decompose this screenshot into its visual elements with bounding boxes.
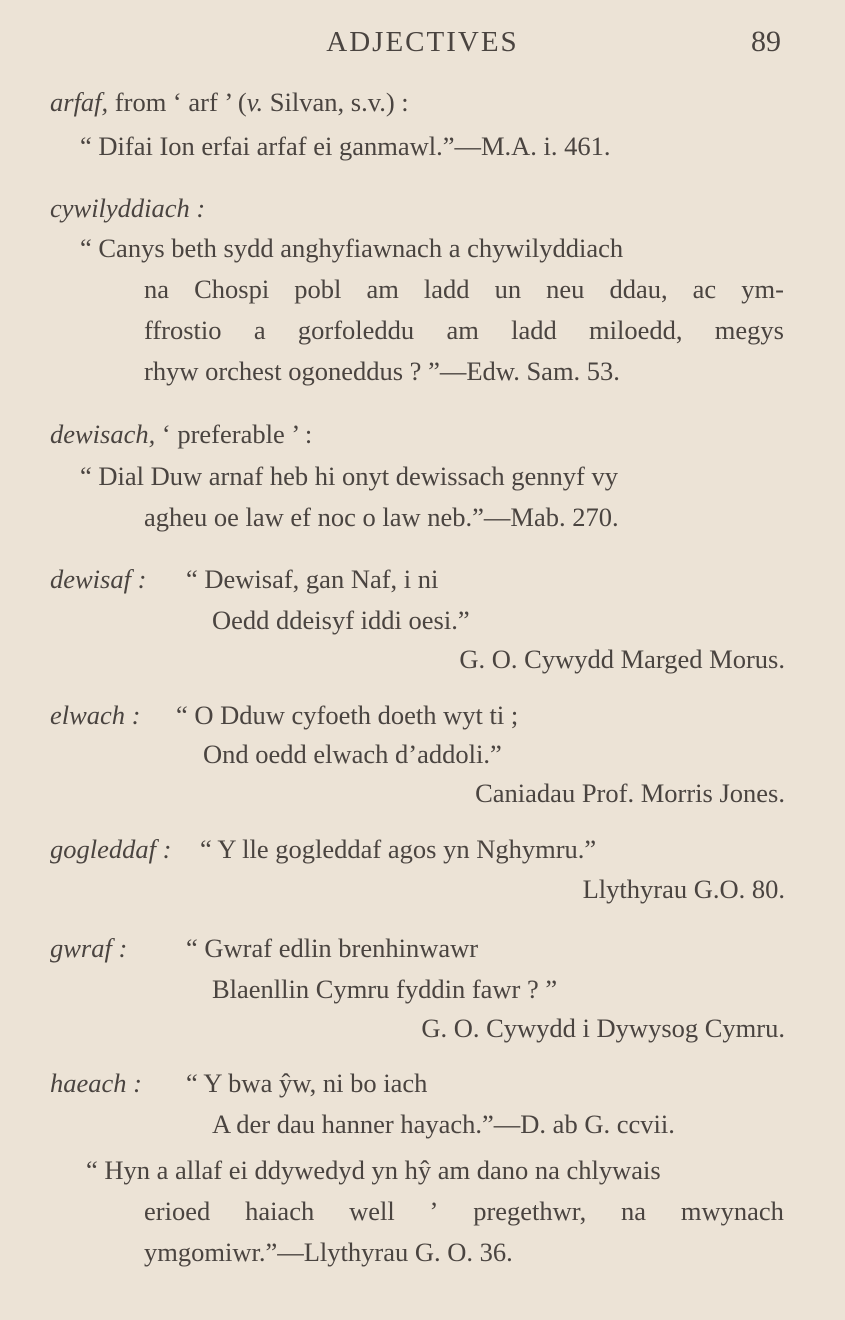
headword: gwraf : [50, 933, 128, 963]
quote-line: na Chospi pobl am ladd un neu ddau, ac ym- [144, 274, 784, 304]
quote-line: “ Canys beth sydd anghyfiawnach a chywilyddiach [80, 233, 624, 263]
source-citation: G. O. Cywydd i Dywysog Cymru. [421, 1013, 785, 1043]
headword: haeach : [50, 1068, 142, 1098]
quote-line: Oedd ddeisyf iddi oesi.” [212, 605, 470, 635]
quote-line: agheu oe law ef noc o law neb.”—Mab. 270. [144, 502, 619, 532]
quote-line: “ Y bwa ŷw, ni bo iach [186, 1068, 428, 1098]
source-citation: G. O. Cywydd Marged Morus. [459, 644, 785, 674]
quote-line: rhyw orchest ogoneddus ? ”—Edw. Sam. 53. [144, 356, 620, 386]
headword: dewisach, [50, 419, 156, 449]
gloss: ‘ preferable ’ : [155, 419, 313, 449]
source-citation: Caniadau Prof. Morris Jones. [475, 778, 785, 808]
quote-line: “ Dewisaf, gan Naf, i ni [186, 564, 439, 594]
quote-line: Ond oedd elwach d’addoli.” [203, 739, 502, 769]
page-title: ADJECTIVES [326, 26, 519, 58]
headword: dewisaf : [50, 564, 147, 594]
quote-line: “ Gwraf edlin brenhinwawr [186, 933, 479, 963]
quote-line: “ O Dduw cyfoeth doeth wyt ti ; [176, 700, 519, 730]
gloss: from ‘ arf ’ ( [108, 87, 247, 117]
headword: cywilyddiach : [50, 193, 206, 223]
headword: gogleddaf : [50, 834, 172, 864]
quote-line: ffrostio a gorfoleddu am ladd miloedd, megys [144, 315, 784, 345]
headword: elwach : [50, 700, 141, 730]
running-header [0, 22, 845, 62]
quote-line: “ Hyn a allaf ei ddywedyd yn hŷ am dano na chlywais [86, 1155, 661, 1185]
quote-line: A der dau hanner hayach.”—D. ab G. ccvii. [212, 1109, 675, 1139]
entry-arfaf-heading [50, 84, 409, 120]
quote-line: Blaenllin Cymru fyddin fawr ? ” [212, 974, 558, 1004]
gloss-abbrev: v. [246, 87, 264, 117]
source-citation: Llythyrau G.O. 80. [582, 874, 785, 904]
page-number: 89 [751, 25, 781, 58]
quote-line: “ Dial Duw arnaf heb hi onyt dewissach gennyf vy [80, 461, 618, 491]
quote-line: erioed haiach well ’ pregethwr, na mwynach [144, 1196, 784, 1226]
quote-line: ymgomiwr.”—Llythyrau G. O. 36. [144, 1237, 513, 1267]
quote-line: “ Y lle gogleddaf agos yn Nghymru.” [200, 834, 597, 864]
gloss-tail: Silvan, s.v.) : [263, 87, 409, 117]
quote-line: “ Difai Ion erfai arfaf ei ganmawl.”—M.A. i. 461. [80, 131, 611, 161]
headword: arfaf, [50, 87, 109, 117]
entry-dewisach-heading [50, 416, 312, 452]
